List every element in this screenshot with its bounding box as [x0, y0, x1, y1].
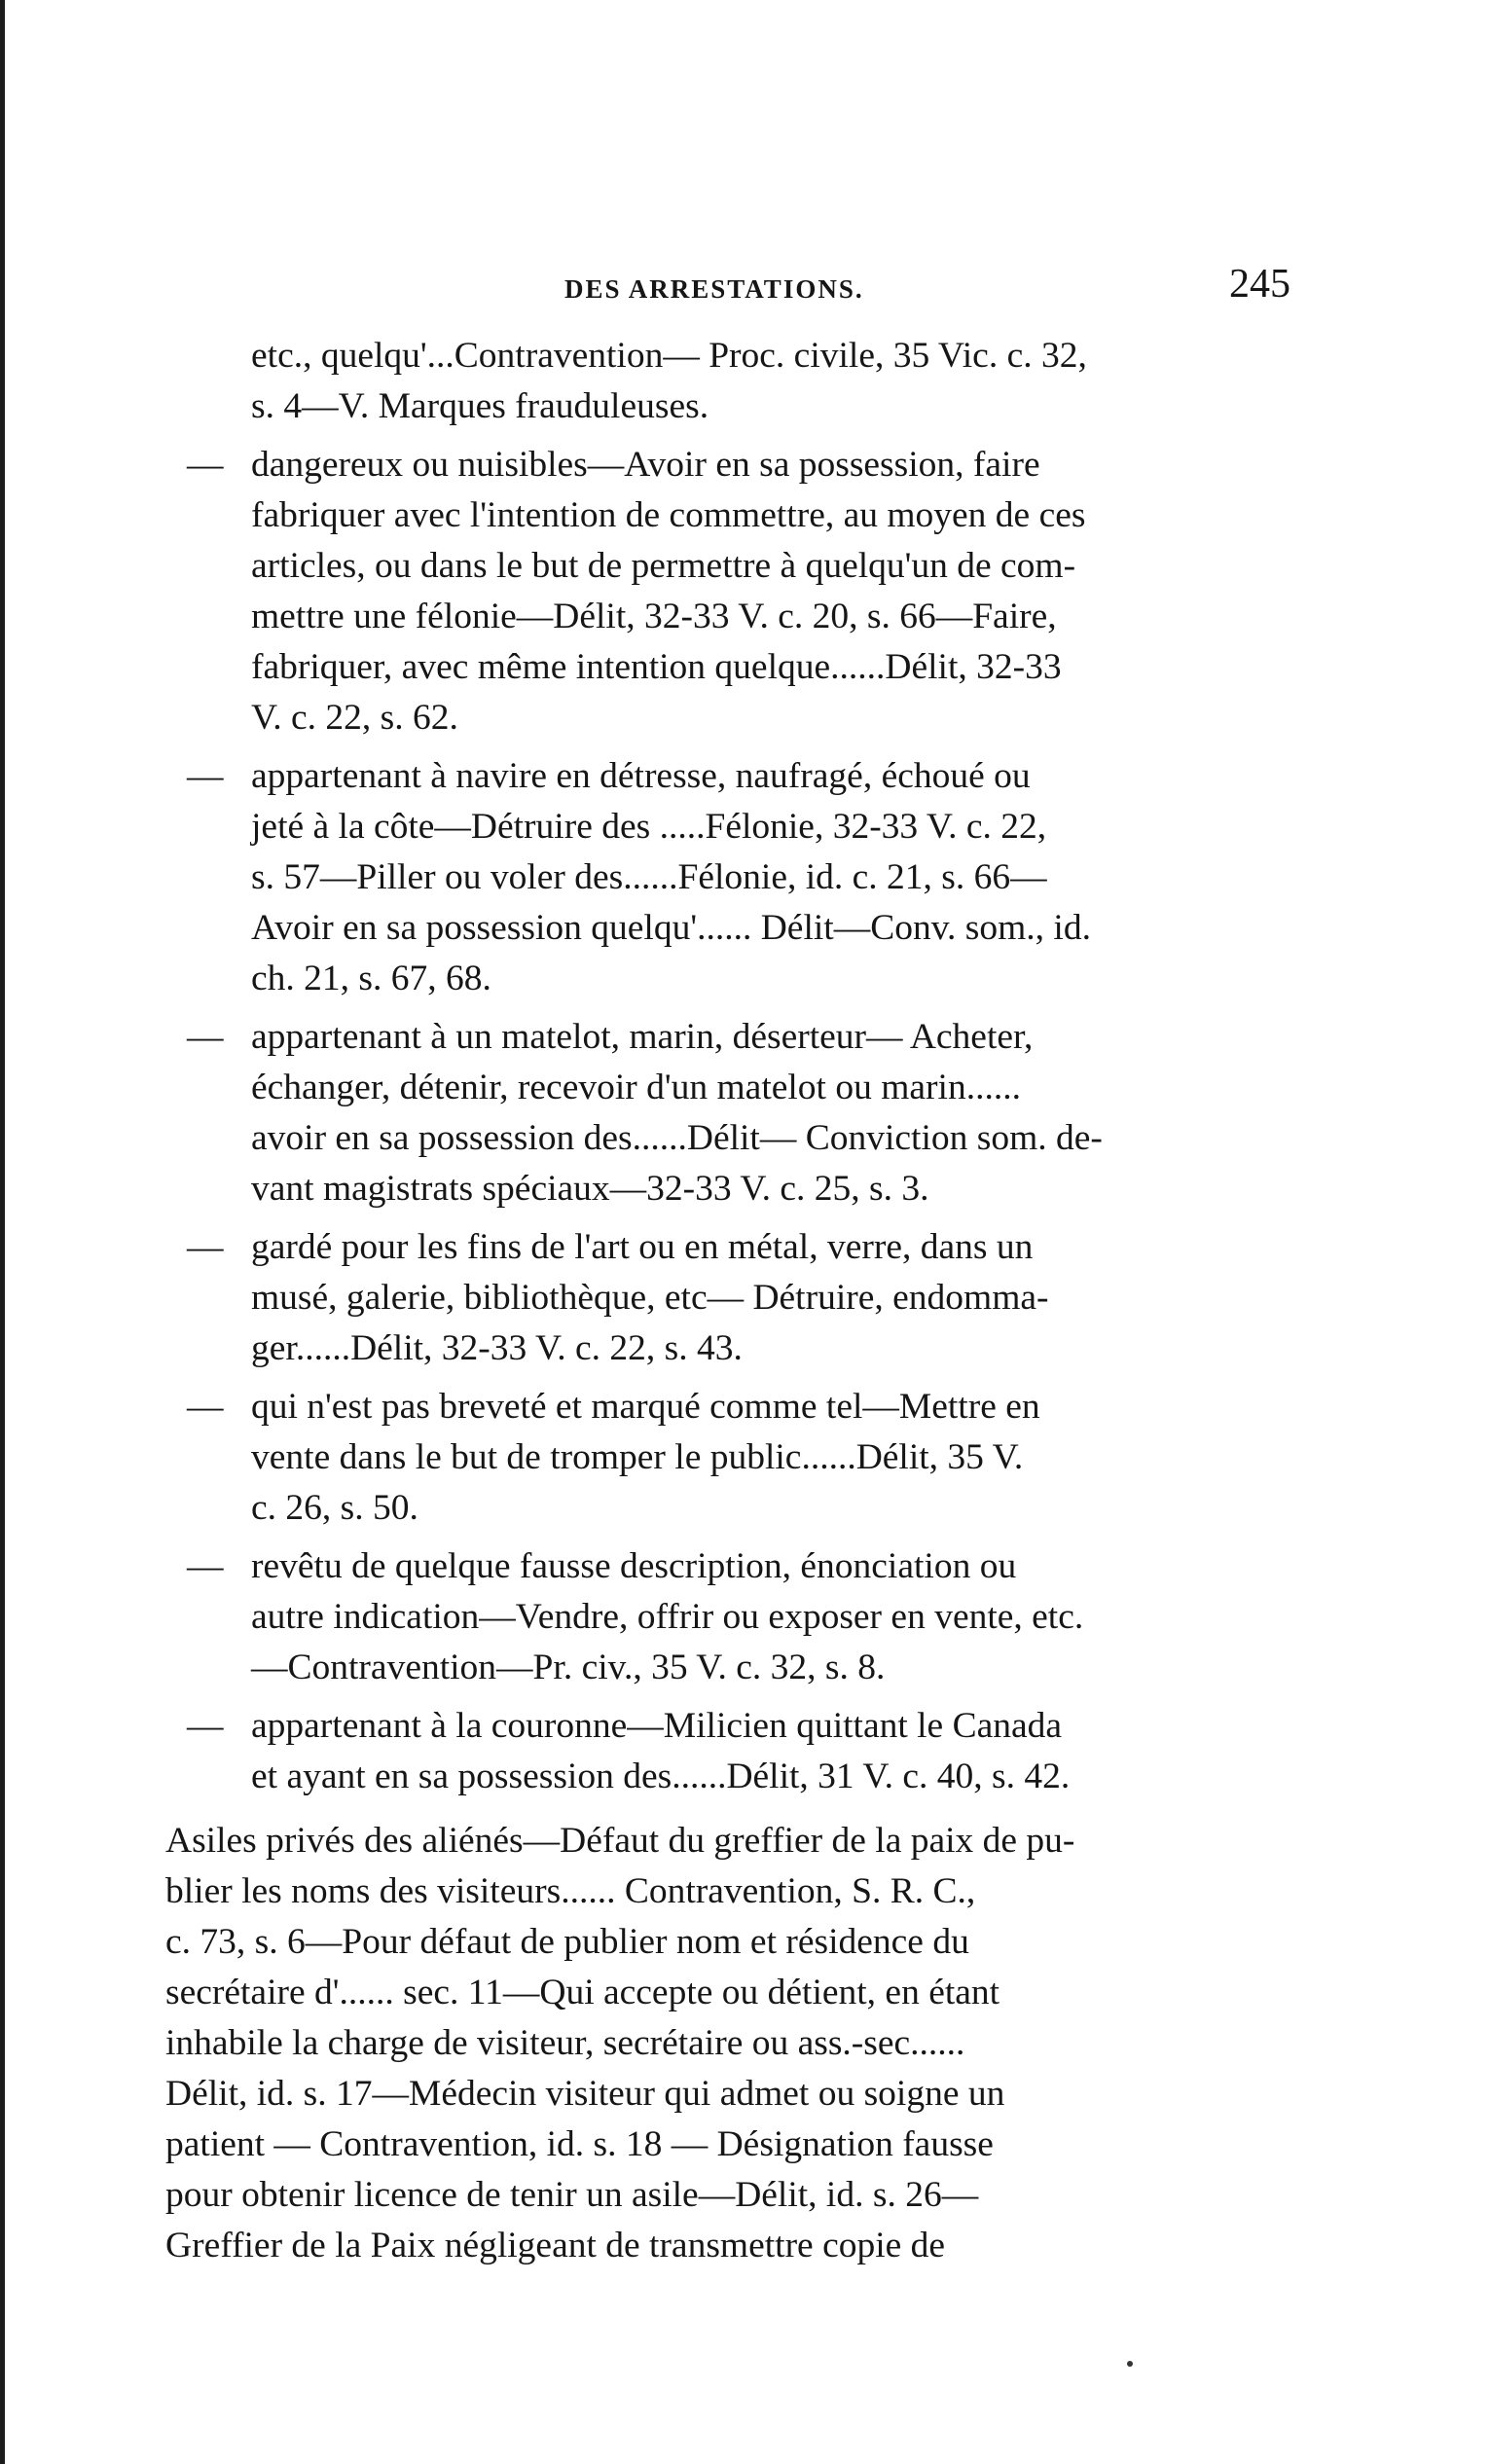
text-line: pour obtenir licence de tenir un asile—Délit, id. s. 26— [165, 2175, 979, 2215]
text-line: appartenant à un matelot, marin, déserteur— Acheter, [251, 1017, 1034, 1057]
text-line: et ayant en sa possession des......Délit, 31 V. c. 40, s. 42. [251, 1757, 1071, 1796]
text-line: V. c. 22, s. 62. [251, 698, 458, 738]
running-head: DES ARRESTATIONS. [564, 274, 864, 304]
entry-dash: — [187, 445, 224, 485]
text-line: dangereux ou nuisibles—Avoir en sa possession, faire [251, 445, 1040, 485]
entry-text [251, 440, 1304, 743]
ink-speck [1127, 2361, 1133, 2367]
text-line: vente dans le but de tromper le public......Délit, 35 V. [251, 1437, 1024, 1477]
binding-edge [0, 0, 5, 2464]
text-line: etc., quelqu'...Contravention— Proc. civile, 35 Vic. c. 32, [251, 336, 1087, 376]
text-line: inhabile la charge de visiteur, secrétaire ou ass.-sec...... [165, 2023, 965, 2063]
entry-text [251, 1701, 1304, 1802]
text-line: vant magistrats spéciaux—32-33 V. c. 25, s. 3. [251, 1169, 929, 1209]
text-line: c. 73, s. 6—Pour défaut de publier nom et résidence du [165, 1922, 969, 1962]
entry-text [251, 1541, 1304, 1693]
text-line: avoir en sa possession des......Délit— Conviction som. de- [251, 1118, 1103, 1158]
text-line: échanger, détenir, recevoir d'un matelot ou marin...... [251, 1068, 1021, 1107]
page-header [175, 261, 1304, 319]
entry-text [251, 1382, 1304, 1534]
sub-entry [165, 1382, 1304, 1534]
entry-text [165, 1816, 1304, 2271]
entry-text [251, 1012, 1304, 1214]
sub-entry [165, 1012, 1304, 1214]
text-line: s. 57—Piller ou voler des......Félonie, id. c. 21, s. 66— [251, 857, 1047, 897]
text-line: ch. 21, s. 67, 68. [251, 959, 491, 998]
entry-dash: — [187, 1227, 224, 1267]
entry-dash: — [187, 1546, 224, 1586]
sub-entry [165, 751, 1304, 1004]
text-line: —Contravention—Pr. civ., 35 V. c. 32, s. 8. [251, 1648, 886, 1687]
entry-dash: — [187, 1387, 224, 1427]
entry-text [251, 331, 1304, 432]
entry-text [251, 751, 1304, 1004]
text-line: appartenant à la couronne—Milicien quittant le Canada [251, 1706, 1063, 1746]
text-line: blier les noms des visiteurs...... Contravention, S. R. C., [165, 1871, 976, 1911]
text-line: c. 26, s. 50. [251, 1488, 418, 1528]
main-entry-asiles [165, 1816, 1304, 2271]
text-line: appartenant à navire en détresse, naufragé, échoué ou [251, 756, 1031, 796]
text-line: articles, ou dans le but de permettre à quelqu'un de com- [251, 546, 1076, 586]
index-text [165, 331, 1304, 2271]
text-line: patient — Contravention, id. s. 18 — Désignation fausse [165, 2124, 994, 2164]
continuation-entry [165, 331, 1304, 432]
text-line: autre indication—Vendre, offrir ou exposer en vente, etc. [251, 1597, 1084, 1637]
text-line: gardé pour les fins de l'art ou en métal, verre, dans un [251, 1227, 1034, 1267]
text-line: ger......Délit, 32-33 V. c. 22, s. 43. [251, 1328, 743, 1368]
text-line: jeté à la côte—Détruire des .....Félonie, 32-33 V. c. 22, [251, 807, 1047, 847]
sub-entry [165, 1222, 1304, 1374]
sub-entry [165, 440, 1304, 743]
text-line: revêtu de quelque fausse description, énonciation ou [251, 1546, 1017, 1586]
page-number: 245 [1229, 262, 1290, 307]
text-line: Avoir en sa possession quelqu'...... Délit—Conv. som., id. [251, 908, 1091, 948]
sub-entry [165, 1701, 1304, 1802]
text-line: Asiles privés des aliénés—Défaut du greffier de la paix de pu- [165, 1821, 1075, 1861]
entry-text [251, 1222, 1304, 1374]
sub-entry [165, 1541, 1304, 1693]
entry-dash: — [187, 1706, 224, 1746]
text-line: fabriquer, avec même intention quelque......Délit, 32-33 [251, 647, 1062, 687]
entry-dash: — [187, 1017, 224, 1057]
text-line: mettre une félonie—Délit, 32-33 V. c. 20, s. 66—Faire, [251, 597, 1057, 636]
text-line: Délit, id. s. 17—Médecin visiteur qui admet ou soigne un [165, 2074, 1005, 2114]
text-line: s. 4—V. Marques frauduleuses. [251, 386, 709, 426]
text-line: qui n'est pas breveté et marqué comme tel—Mettre en [251, 1387, 1040, 1427]
text-line: musé, galerie, bibliothèque, etc— Détruire, endomma- [251, 1278, 1049, 1318]
text-line: fabriquer avec l'intention de commettre, au moyen de ces [251, 495, 1086, 535]
text-line: secrétaire d'...... sec. 11—Qui accepte ou détient, en étant [165, 1973, 1000, 2012]
entry-dash: — [187, 756, 224, 796]
text-line: Greffier de la Paix négligeant de transmettre copie de [165, 2226, 946, 2265]
